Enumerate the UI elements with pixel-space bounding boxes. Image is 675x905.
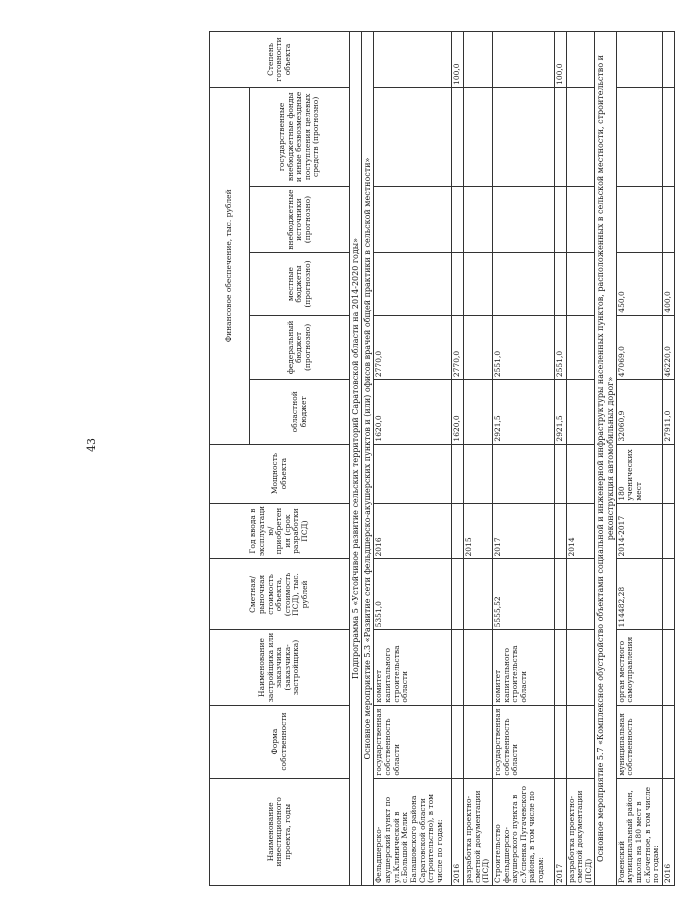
cell-readiness: [662, 32, 674, 88]
cell-federal: [464, 315, 493, 379]
cell-local: [452, 253, 464, 315]
cell-offbudget: [464, 186, 493, 253]
page-number: 43: [85, 438, 98, 452]
cell-ownership: государственная собственность области: [374, 705, 452, 778]
cell-readiness: [492, 32, 554, 88]
activity-5-3-title: Основное мероприятие 5.3 «Развитие сети фельдшерско-акушерских пунктов и (или) офисов врачей общей практики в сельской местности»: [362, 32, 374, 886]
cell-local: [492, 253, 554, 315]
cell-regional: 2921,5: [554, 380, 566, 444]
cell-developer: [662, 630, 674, 705]
cell-name: Строительство фельдшерско-акушерского пункта в с.Успенка Пугачевского района, в том числе по годам:: [492, 778, 554, 885]
cell-ownership: [452, 705, 464, 778]
header-offbudget: внебюджетные источники (прогнозно): [250, 186, 350, 253]
cell-local: 400,0: [662, 253, 674, 315]
cell-ownership: [662, 705, 674, 778]
cell-name: 2016: [662, 778, 674, 885]
cell-federal: 2770,0: [452, 315, 464, 379]
subprogram-title: Подпрограмма 5 «Устойчивое развитие сельских территорий Саратовской области на 2014-2020 годы»: [350, 32, 362, 886]
table-row: [554, 32, 566, 886]
cell-year: [662, 503, 674, 559]
cell-cost: 5351,0: [374, 559, 452, 630]
header-regional: областной бюджет: [250, 380, 350, 444]
activity-row: [595, 32, 616, 886]
cell-readiness: 100,0: [452, 32, 464, 88]
cell-offbudget: [662, 186, 674, 253]
cell-federal: 2551,0: [492, 315, 554, 379]
table-row: [662, 32, 674, 886]
cell-local: [566, 253, 595, 315]
cell-readiness: [616, 32, 662, 88]
cell-funds: [662, 87, 674, 186]
cell-developer: [554, 630, 566, 705]
cell-regional: 32060,9: [616, 380, 662, 444]
cell-local: 450,0: [616, 253, 662, 315]
table-row: [492, 32, 554, 886]
cell-ownership: [554, 705, 566, 778]
cell-regional: 2921,5: [492, 380, 554, 444]
cell-year: 2014-2017: [616, 503, 662, 559]
cell-name: Фельдшерско-акушерский пункт по ул.Клинической в с.Большой Мелик Балашовского района Саратовской области (строительство), в том числе по годам:: [374, 778, 452, 885]
table-row: [464, 32, 493, 886]
table-row: [374, 32, 452, 886]
cell-year: 2014: [566, 503, 595, 559]
cell-funds: [616, 87, 662, 186]
cell-funds: [452, 87, 464, 186]
cell-cost: [452, 559, 464, 630]
cell-offbudget: [452, 186, 464, 253]
cell-readiness: [464, 32, 493, 88]
cell-cost: [554, 559, 566, 630]
cell-capacity: [492, 444, 554, 503]
cell-name: 2017: [554, 778, 566, 885]
cell-name: Ровенский муниципальный район, школа на 180 мест в с.Кочетное, в том числе по годам:: [616, 778, 662, 885]
header-ownership: Форма собственности: [210, 705, 350, 778]
header-year: Год ввода в эксплуатацию/ приобретения (срок разработки ПСД): [210, 503, 350, 559]
table-row: [566, 32, 595, 886]
cell-offbudget: [566, 186, 595, 253]
cell-developer: [566, 630, 595, 705]
cell-capacity: 180 ученических мест: [616, 444, 662, 503]
cell-funds: [566, 87, 595, 186]
cell-funds: [374, 87, 452, 186]
cell-local: [554, 253, 566, 315]
cell-year: 2016: [374, 503, 452, 559]
header-capacity: Мощность объекта: [210, 444, 350, 503]
header-federal: федеральный бюджет (прогнозно): [250, 315, 350, 379]
header-funds: государственные внебюджетные фонды и иные безвозмездные поступления целевых средств (прогнозно): [250, 87, 350, 186]
cell-year: [554, 503, 566, 559]
cell-capacity: [374, 444, 452, 503]
cell-regional: [566, 380, 595, 444]
table-row: [616, 32, 662, 886]
cell-offbudget: [616, 186, 662, 253]
header-name: Наименование инвестиционного проекта, годы: [210, 778, 350, 885]
cell-capacity: [452, 444, 464, 503]
cell-readiness: 100,0: [554, 32, 566, 88]
cell-local: [464, 253, 493, 315]
cell-year: 2015: [464, 503, 493, 559]
cell-name: разработка проектно-сметной документации (ПСД): [464, 778, 493, 885]
cell-regional: [464, 380, 493, 444]
header-local: местные бюджеты (прогнозно): [250, 253, 350, 315]
cell-cost: [566, 559, 595, 630]
cell-federal: 47069,0: [616, 315, 662, 379]
cell-federal: [566, 315, 595, 379]
cell-regional: 27911,0: [662, 380, 674, 444]
cell-capacity: [464, 444, 493, 503]
table-row: [452, 32, 464, 886]
cell-name: разработка проектно-сметной документации (ПСД): [566, 778, 595, 885]
header-row-1: [210, 32, 250, 886]
cell-year: 2017: [492, 503, 554, 559]
cell-readiness: [566, 32, 595, 88]
cell-funds: [554, 87, 566, 186]
cell-year: [452, 503, 464, 559]
cell-capacity: [554, 444, 566, 503]
cell-funds: [464, 87, 493, 186]
cell-readiness: [374, 32, 452, 88]
cell-federal: 2551,0: [554, 315, 566, 379]
cell-offbudget: [554, 186, 566, 253]
activity-row: [362, 32, 374, 886]
cell-local: [374, 253, 452, 315]
subprogram-row: [350, 32, 362, 886]
activity-5-7-title: Основное мероприятие 5.7 «Комплексное обустройство объектами социальной и инженерной инфраструктуры населенных пунктов, расположенных в сельской местности, строительство и реконструкция автомобильных дорог»: [595, 32, 616, 886]
cell-regional: 1620,0: [374, 380, 452, 444]
cell-federal: 46220,0: [662, 315, 674, 379]
cell-funds: [492, 87, 554, 186]
cell-regional: 1620,0: [452, 380, 464, 444]
cell-ownership: муниципальная собственность: [616, 705, 662, 778]
cell-ownership: государственная собственность области: [492, 705, 554, 778]
cell-developer: [464, 630, 493, 705]
cell-name: 2016: [452, 778, 464, 885]
cell-developer: комитет капитального строительства области: [492, 630, 554, 705]
header-funding-group: Финансовое обеспечение, тыс. рублей: [210, 87, 250, 444]
cell-offbudget: [374, 186, 452, 253]
rotated-table-page: [209, 31, 672, 886]
cell-offbudget: [492, 186, 554, 253]
cell-cost: 114482,28: [616, 559, 662, 630]
cell-developer: орган местного самоуправления: [616, 630, 662, 705]
cell-ownership: [566, 705, 595, 778]
cell-cost: [662, 559, 674, 630]
cell-developer: [452, 630, 464, 705]
cell-capacity: [566, 444, 595, 503]
header-readiness: Степень готовности объекта: [210, 32, 350, 88]
cell-ownership: [464, 705, 493, 778]
cell-capacity: [662, 444, 674, 503]
cell-cost: [464, 559, 493, 630]
investment-projects-table: [209, 31, 675, 886]
cell-cost: 5555,52: [492, 559, 554, 630]
header-cost: Сметная/ рыночная стоимость объекта, (стоимость ПСД), тыс. рублей: [210, 559, 350, 630]
header-developer: Наименование застройщика или заказчика (заказчика-застройщика): [210, 630, 350, 705]
cell-federal: 2770,0: [374, 315, 452, 379]
cell-developer: комитет капитального строительства области: [374, 630, 452, 705]
